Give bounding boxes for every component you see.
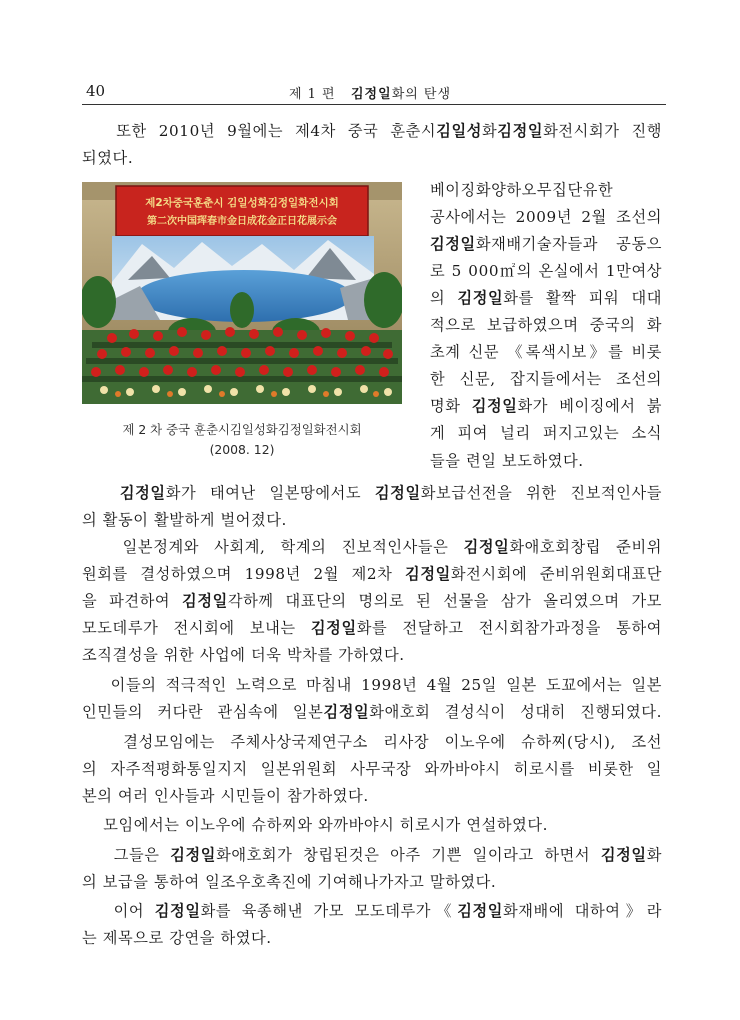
banner-line-1: 제2차중국훈춘시 김일성화김정일화전시회 bbox=[145, 197, 339, 209]
body-text-line: 원회를 결성하였으며 1998년 2월 제2차 김정일화전시회에 준비위원회대표단 bbox=[82, 565, 662, 583]
body-text-line: 는 제목으로 강연을 하였다. bbox=[82, 929, 272, 947]
body-text-line: 일본정계와 사회계, 학계의 진보적인사들은 김정일화애호회창립 준비위 bbox=[82, 538, 662, 556]
photo bbox=[82, 182, 402, 404]
body-text-line: 의 활동이 활발하게 벌어졌다. bbox=[82, 511, 287, 529]
body-text-line: 모임에서는 이노우에 슈하찌와 와까바야시 히로시가 연설하였다. bbox=[82, 816, 549, 834]
body-text-line: 되였다. bbox=[82, 149, 134, 167]
body-text-line: 을 파견하여 김정일각하께 대표단의 명의로 된 선물을 삼가 올리였으며 가모 bbox=[82, 592, 662, 610]
body-text-line: 게 피여 널리 퍼지고있는 소식 bbox=[430, 424, 662, 442]
body-text-line: 명화 김정일화가 베이징에서 붉 bbox=[430, 397, 662, 415]
banner-line-2: 第二次中国珲春市金日成花金正日花展示会 bbox=[147, 216, 337, 227]
body-text-line: 의 보급을 통하여 일조우호촉진에 기여해나가자고 말하였다. bbox=[82, 873, 497, 891]
figure-caption-line-1: 제 2 차 중국 훈춘시김일성화김정일화전시회 bbox=[122, 422, 362, 437]
body-text-line: 적으로 보급하였으며 중국의 화 bbox=[430, 316, 662, 334]
body-text-line: 김정일화재배기술자들과 공동으 bbox=[430, 235, 662, 253]
body-text-line: 조직결성을 위한 사업에 더욱 박차를 가하였다. bbox=[82, 646, 405, 664]
body-text-line: 김정일화가 태여난 일본땅에서도 김정일화보급선전을 위한 진보적인사들 bbox=[119, 484, 663, 502]
figure-caption-line-2: (2008. 12) bbox=[209, 442, 275, 457]
body-text-line: 의 자주적평화통일지지 일본위원회 사무국장 와까바야시 히로시를 비롯한 일 bbox=[82, 760, 662, 778]
page-number: 40 bbox=[86, 82, 106, 100]
body-text-line: 들을 련일 보도하였다. bbox=[430, 452, 584, 470]
body-text-line: 로 5 000㎡의 온실에서 1만여상 bbox=[430, 262, 662, 280]
running-title: 제 1 편 김정일화의 탄생 bbox=[288, 87, 452, 102]
header-rule bbox=[82, 104, 666, 105]
body-text-line: 또한 2010년 9월에는 제4차 중국 훈춘시김일성화김정일화전시회가 진행 bbox=[82, 122, 662, 140]
body-text-line: 이들의 적극적인 노력으로 마침내 1998년 4월 25일 일본 도꾜에서는 일본 bbox=[82, 676, 662, 694]
body-text-line: 공사에서는 2009년 2월 조선의 bbox=[430, 208, 662, 226]
body-text-line: 베이징화양하오무집단유한 bbox=[430, 181, 614, 199]
body-text-line: 한 신문, 잡지들에서는 조선의 bbox=[430, 370, 662, 388]
body-text-line: 인민들의 커다란 관심속에 일본김정일화애호회 결성식이 성대히 진행되였다. bbox=[82, 703, 662, 721]
body-text-line: 본의 여러 인사들과 시민들이 참가하였다. bbox=[82, 787, 369, 805]
body-text-line: 그들은 김정일화애호회가 창립된것은 아주 기쁜 일이라고 하면서 김정일화 bbox=[82, 846, 662, 864]
body-text-line: 결성모임에는 주체사상국제연구소 리사장 이노우에 슈하찌(당시), 조선 bbox=[82, 733, 662, 751]
body-text-line: 이어 김정일화를 육종해낸 가모 모도데루가《김정일화재배에 대하여》라 bbox=[82, 902, 662, 920]
body-text-line: 의 김정일화를 활짝 피워 대대 bbox=[430, 289, 662, 307]
body-text-line: 모도데루가 전시회에 보내는 김정일화를 전달하고 전시회참가과정을 통하여 bbox=[82, 619, 662, 637]
body-text-line: 초계 신문 《록색시보》를 비롯 bbox=[430, 343, 662, 361]
